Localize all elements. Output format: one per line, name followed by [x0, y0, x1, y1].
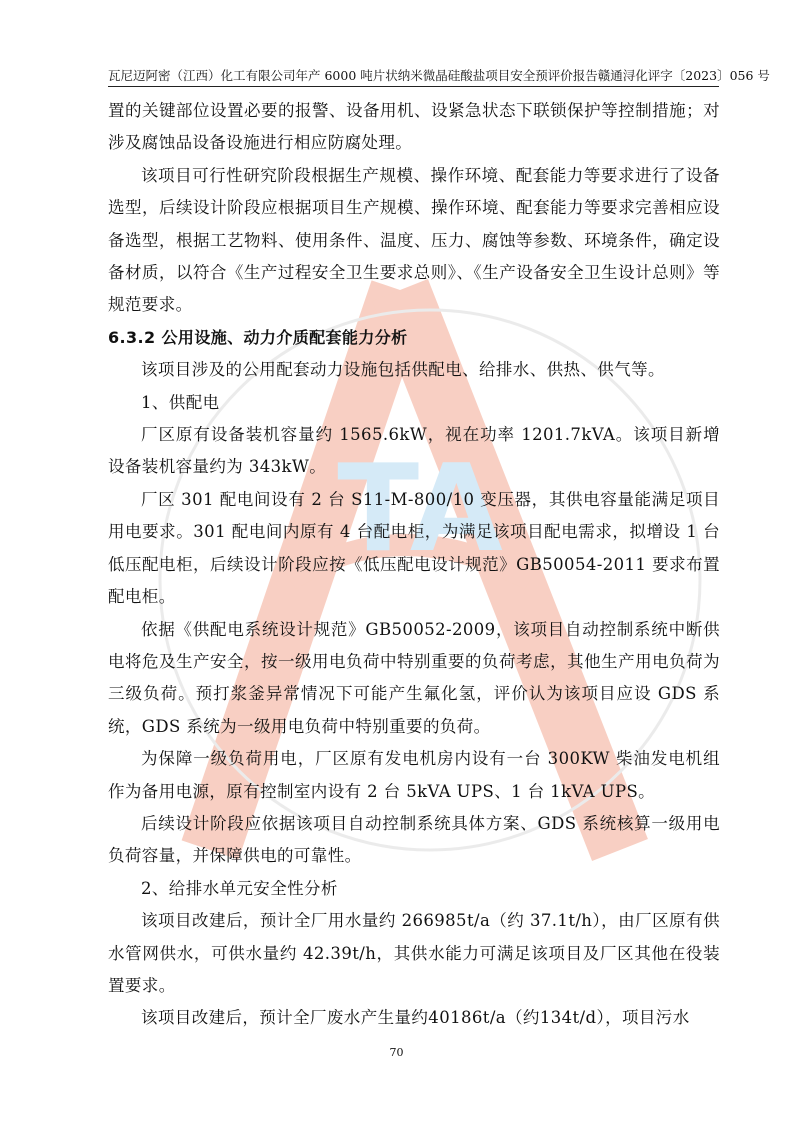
page-number: 70	[389, 1046, 404, 1059]
svg-text:TA: TA	[337, 440, 503, 579]
subheading-power-supply: 1、供配电	[141, 392, 220, 412]
section-heading-6-3-2: 6.3.2 公用设施、动力介质配套能力分析	[108, 327, 408, 347]
paragraph-wastewater: 该项目改建后，预计全厂废水产生量约40186t/a（约134t/d），项目污水	[141, 1008, 690, 1028]
paragraph-backup-power: 为保障一级负荷用电，厂区原有发电机房内设有一台 300KW 柴油发电机组作为备用电源，原有控制室内设有 2 台 5kVA UPS、1 台 1kVA UPS。	[108, 749, 720, 801]
paragraph-distribution-room: 厂区 301 配电间设有 2 台 S11-M-800/10 变压器，其供电容量能满足项目用电要求。301 配电间内原有 4 台配电柜，为满足该项目配电需求，拟增设 1 台低压配电柜，后续设计阶段应按《低压配电设计规范》GB50054-2011 要求布置配电柜。	[108, 489, 720, 607]
page-header	[108, 64, 770, 87]
header-report-number: 赣通浔化评字〔2023〕056 号	[597, 68, 770, 83]
paragraph-continuation: 置的关键部位设置必要的报警、设备用机、设紧急状态下联锁保护等控制措施；对涉及腐蚀品设备设施进行相应防腐处理。	[108, 101, 720, 153]
subheading-water-supply: 2、给排水单元安全性分析	[141, 878, 338, 898]
paragraph-water-consumption: 该项目改建后，预计全厂用水量约 266985t/a（约 37.1t/h），由厂区原有供水管网供水，可供水量约 42.39t/h，其供水能力可满足该项目及厂区其他在役装置要求。	[108, 911, 720, 995]
header-report-title: 瓦尼迈阿密（江西）化工有限公司年产 6000 吨片状纳米微晶硅酸盐项目安全预评价报告	[108, 68, 598, 83]
paragraph-reliability: 后续设计阶段应依据该项目自动控制系统具体方案、GDS 系统核算一级用电负荷容量，并保障供电的可靠性。	[108, 813, 720, 866]
document-body	[108, 95, 720, 1035]
paragraph-installed-capacity: 厂区原有设备装机容量约 1565.6kW，视在功率 1201.7kVA。该项目新增设备装机容量约为 343kW。	[108, 425, 720, 477]
paragraph-equipment-selection: 该项目可行性研究阶段根据生产规模、操作环境、配套能力等要求进行了设备选型，后续设计阶段应根据项目生产规模、操作环境、配套能力等要求完善相应设备选型，根据工艺物料、使用条件、温度、压力、腐蚀等参数、环境条件，确定设备材质，以符合《生产过程安全卫生要求总则》、《生产设备安全卫生设计总则》等规范要求。	[108, 165, 720, 315]
paragraph-load-classification: 依据《供配电系统设计规范》GB50052-2009，该项目自动控制系统中断供电将危及生产安全，按一级用电负荷中特别重要的负荷考虑，其他生产用电负荷为三级负荷。预打浆釜异常情况下可能产生氟化氢，评价认为该项目应设 GDS 系统，GDS 系统为一级用电负荷中特别重要的负荷。	[108, 619, 720, 736]
paragraph-utilities-intro: 该项目涉及的公用配套动力设施包括供配电、给排水、供热、供气等。	[141, 360, 665, 380]
